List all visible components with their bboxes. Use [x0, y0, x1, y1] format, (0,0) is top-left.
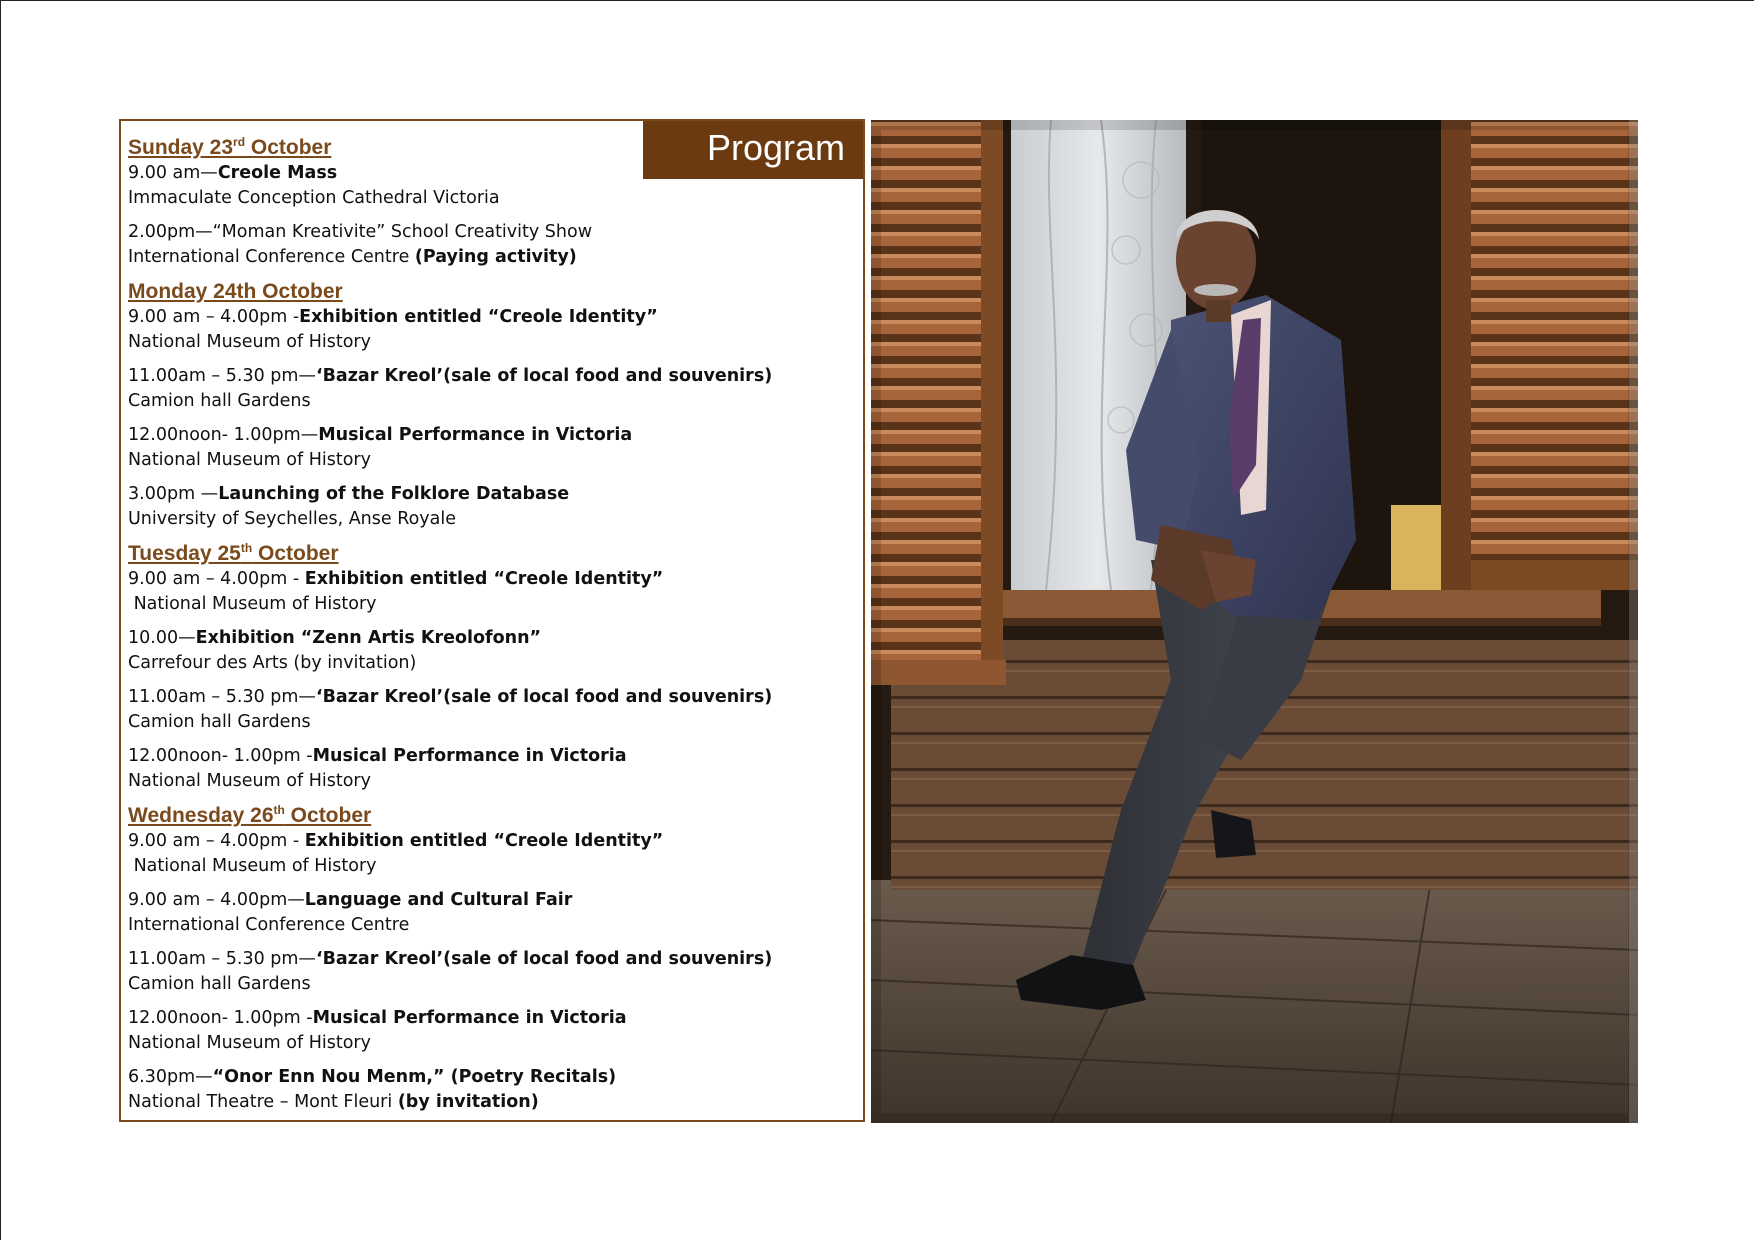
event-title: Exhibition “Zenn Artis Kreolofonn” [195, 628, 542, 648]
event-title: Exhibition entitled “Creole Identity” [304, 569, 664, 589]
event-item [128, 220, 828, 270]
event-time: 11.00am – 5.30 pm— [128, 366, 316, 386]
event-item [128, 947, 828, 997]
event-time: 9.00 am – 4.00pm - [128, 831, 305, 851]
event-venue-note: (by invitation) [397, 1092, 539, 1112]
event-time: 9.00 am – 4.00pm - [128, 569, 305, 589]
event-venue: University of Seychelles, Anse Royale [128, 509, 457, 529]
portrait-photo [871, 120, 1638, 1123]
event-venue: National Museum of History [128, 856, 377, 876]
event-venue: Camion hall Gardens [128, 391, 311, 411]
event-time: 10.00— [128, 628, 196, 648]
event-venue: National Theatre – Mont Fleuri [128, 1092, 398, 1112]
event-venue: Camion hall Gardens [128, 974, 311, 994]
portrait-illustration [871, 120, 1638, 1123]
event-item [128, 567, 828, 617]
day-heading: Wednesday 26th October [128, 803, 372, 827]
event-item [128, 161, 828, 211]
day-block-sunday [128, 135, 828, 270]
event-title: Musical Performance in Victoria [312, 1008, 627, 1028]
event-title: Musical Performance in Victoria [312, 746, 627, 766]
event-title: Exhibition entitled “Creole Identity” [304, 831, 664, 851]
day-block-monday [128, 279, 828, 532]
schedule-list [128, 135, 828, 1122]
event-item [128, 1006, 828, 1056]
event-title: Launching of the Folklore Database [218, 484, 570, 504]
day-heading: Sunday 23rd October [128, 135, 332, 159]
event-time: 9.00 am— [128, 163, 218, 183]
event-venue: National Museum of History [128, 450, 371, 470]
event-venue: Camion hall Gardens [128, 712, 311, 732]
event-time: 9.00 am – 4.00pm— [128, 890, 305, 910]
event-venue: National Museum of History [128, 1033, 371, 1053]
event-item [128, 685, 828, 735]
event-time: 3.00pm — [128, 484, 219, 504]
event-item [128, 829, 828, 879]
event-item [128, 423, 828, 473]
event-title: ‘Bazar Kreol’(sale of local food and souvenirs) [315, 366, 773, 386]
event-item [128, 1065, 828, 1115]
event-venue: International Conference Centre [128, 915, 410, 935]
event-time: 6.30pm— [128, 1067, 213, 1087]
event-venue: Immaculate Conception Cathedral Victoria [128, 188, 500, 208]
event-title: Musical Performance in Victoria [318, 425, 633, 445]
event-venue: National Museum of History [128, 332, 371, 352]
event-venue: International Conference Centre [128, 247, 415, 267]
event-venue: Carrefour des Arts (by invitation) [128, 653, 417, 673]
event-venue: National Museum of History [128, 594, 377, 614]
event-title: Language and Cultural Fair [304, 890, 573, 910]
event-item [128, 364, 828, 414]
event-item [128, 305, 828, 355]
event-venue: National Museum of History [128, 771, 371, 791]
event-title: ‘Bazar Kreol’(sale of local food and souvenirs) [315, 949, 773, 969]
event-time: 12.00noon- 1.00pm - [128, 1008, 313, 1028]
day-block-wednesday [128, 803, 828, 1115]
event-time: 12.00noon- 1.00pm - [128, 746, 313, 766]
program-tab: Program [643, 119, 865, 179]
event-item [128, 482, 828, 532]
program-panel [119, 119, 865, 1122]
event-time: 12.00noon- 1.00pm— [128, 425, 319, 445]
event-item [128, 744, 828, 794]
day-heading: Tuesday 25th October [128, 541, 339, 565]
day-heading: Monday 24th October [128, 280, 343, 303]
event-time: 11.00am – 5.30 pm— [128, 949, 316, 969]
day-block-tuesday [128, 541, 828, 794]
event-title: “Onor Enn Nou Menm,” (Poetry Recitals) [212, 1067, 617, 1087]
event-title: Creole Mass [217, 163, 338, 183]
event-item [128, 888, 828, 938]
event-venue-note: (Paying activity) [414, 247, 577, 267]
event-title: ‘Bazar Kreol’(sale of local food and souvenirs) [315, 687, 773, 707]
event-time: 2.00pm—“Moman Kreativite” School Creativity Show [128, 222, 593, 242]
event-time: 11.00am – 5.30 pm— [128, 687, 316, 707]
event-item [128, 626, 828, 676]
event-title: Exhibition entitled “Creole Identity” [299, 307, 658, 327]
event-time: 9.00 am – 4.00pm - [128, 307, 300, 327]
